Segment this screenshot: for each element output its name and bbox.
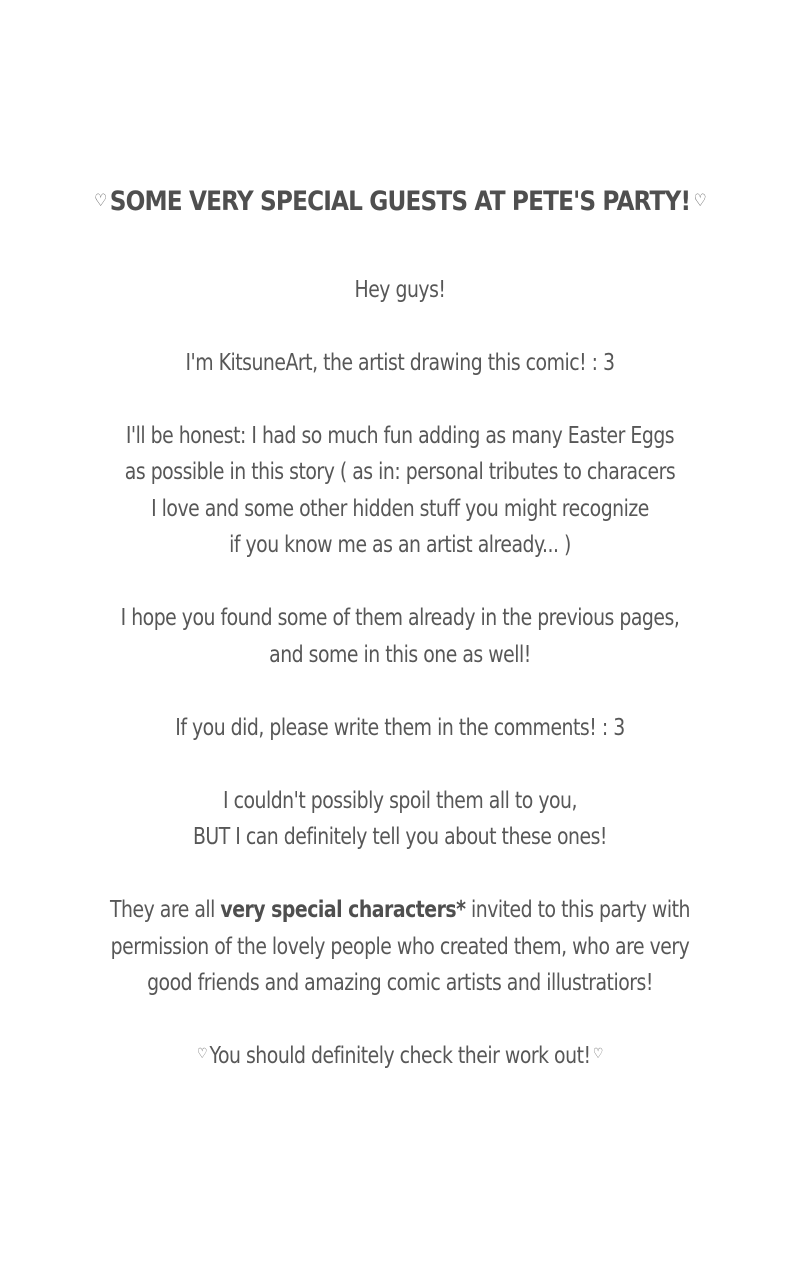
- heart-icon: ♡: [197, 1046, 207, 1063]
- heart-icon: ♡: [593, 1046, 603, 1063]
- paragraph-line: good friends and amazing comic artists and illustratiors!: [147, 970, 653, 996]
- paragraph-line: I couldn't possibly spoil them all to you,: [222, 788, 578, 814]
- title-text: SOME VERY SPECIAL GUESTS AT PETE'S PARTY!: [109, 186, 691, 217]
- paragraph-line: if you know me as an artist already... ): [229, 532, 571, 558]
- heart-icon: ♡: [94, 190, 107, 211]
- paragraph-line: I hope you found some of them already in the previous pages,: [120, 605, 680, 631]
- paragraph-line: I love and some other hidden stuff you might recognize: [151, 496, 649, 522]
- closing-line: [72, 1038, 728, 1075]
- paragraph-line: I'll be honest: I had so much fun adding as many Easter Eggs: [125, 423, 675, 449]
- text-span: They are all: [110, 897, 221, 923]
- paragraph-line: and some in this one as well!: [269, 642, 531, 668]
- paragraph-line: Hey guys!: [354, 277, 446, 303]
- heart-icon: ♡: [693, 190, 706, 211]
- closing-text: You should definitely check their work out!: [209, 1043, 591, 1069]
- paragraph-line: as possible in this story ( as in: personal tributes to characers: [124, 459, 676, 485]
- paragraph-line: If you did, please write them in the comments! : 3: [175, 715, 625, 741]
- bold-text: very special characters*: [220, 897, 466, 923]
- paragraph-line: permission of the lovely people who created them, who are very: [110, 934, 690, 960]
- text-span: invited to this party with: [465, 897, 690, 923]
- paragraph-line: I'm KitsuneArt, the artist drawing this comic! : 3: [185, 350, 615, 376]
- page-title: [56, 186, 744, 217]
- paragraph-line: [72, 892, 728, 929]
- paragraph-line: BUT I can definitely tell you about these ones!: [192, 824, 607, 850]
